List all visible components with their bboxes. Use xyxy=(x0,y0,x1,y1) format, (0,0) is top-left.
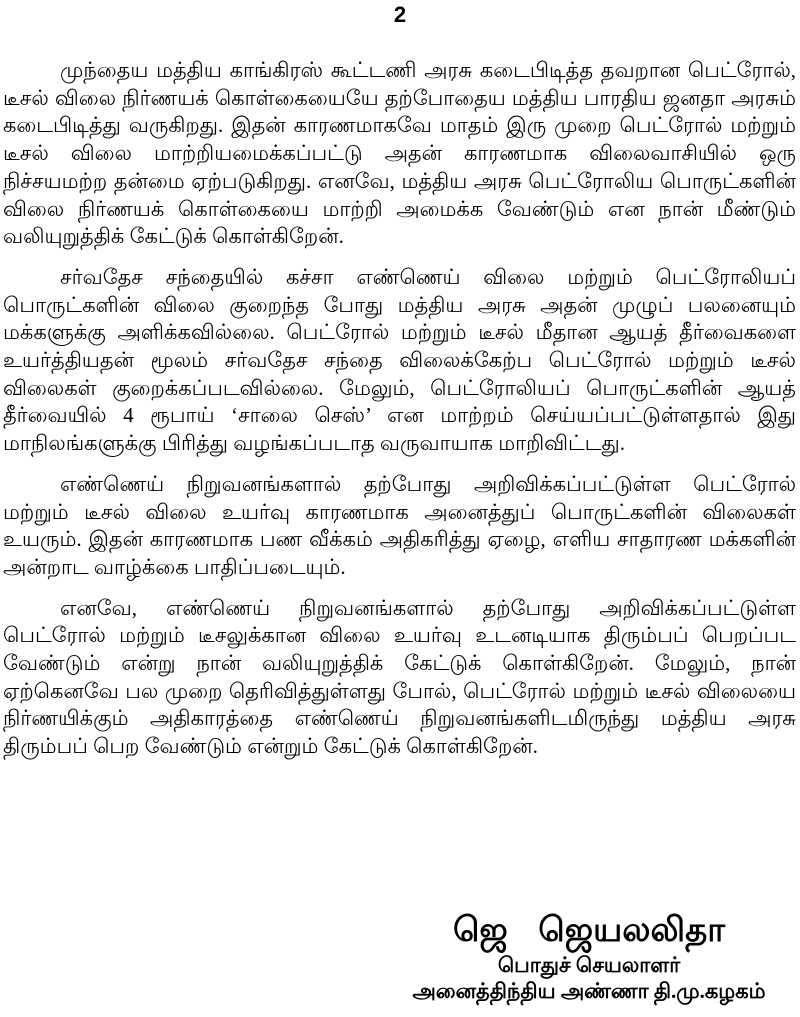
paragraph: முந்தைய மத்திய காங்கிரஸ் கூட்டணி அரசு கடைபிடித்த தவறான பெட்ரோல், டீசல் விலை நிர்ணயக் கொள்கையையே தற்போதைய மத்திய பாரதிய ஜனதா அரசும் கடைபிடித்து வருகிறது. இதன் காரணமாகவே மாதம் இரு முறை பெட்ரோல் மற்றும் டீசல் விலை மாற்றியமைக்கப்பட்டு அதன் காரணமாக விலைவாசியில் ஒரு நிச்சயமற்ற தன்மை ஏற்படுகிறது. எனவே, மத்திய அரசு பெட்ரோலிய பொருட்களின் விலை நிர்ணயக் கொள்கையை மாற்றி அமைக்க வேண்டும் என நான் மீண்டும் வலியுறுத்திக் கேட்டுக் கொள்கிறேன். xyxy=(3,58,796,249)
document-body xyxy=(0,27,800,761)
paragraph: எனவே, எண்ணெய் நிறுவனங்களால் தற்போது அறிவிக்கப்பட்டுள்ள பெட்ரோல் மற்றும் டீசலுக்கான விலை உயர்வு உடனடியாக திரும்பப் பெறப்பட வேண்டும் என்று நான் வலியுறுத்திக் கேட்டுக் கொள்கிறேன். மேலும், நான் ஏற்கெனவே பல முறை தெரிவித்துள்ளது போல், பெட்ரோல் மற்றும் டீசல் விலையை நிர்ணயிக்கும் அதிகாரத்தை எண்ணெய் நிறுவனங்களிடமிருந்து மத்திய அரசு திரும்பப் பெற வேண்டும் என்றும் கேட்டுக் கொள்கிறேன். xyxy=(3,595,796,759)
page-number: 2 xyxy=(393,2,407,27)
signature-block xyxy=(398,910,780,1004)
paragraph: எண்ணெய் நிறுவனங்களால் தற்போது அறிவிக்கப்பட்டுள்ள பெட்ரோல் மற்றும் டீசல் விலை உயர்வு காரணமாக அனைத்துப் பொருட்களின் விலைகள் உயரும். இதன் காரணமாக பண வீக்கம் அதிகரித்து ஏழை, எளிய சாதாரண மக்களின் அன்றாட வாழ்க்கை பாதிப்படையும். xyxy=(3,471,796,579)
signatory-organization: அனைத்திந்திய அண்ணா தி.மு.கழகம் xyxy=(412,979,766,1003)
paragraph: சர்வதேச சந்தையில் கச்சா எண்ணெய் விலை மற்றும் பெட்ரோலியப் பொருட்களின் விலை குறைந்த போது மத்திய அரசு அதன் முழுப் பலனையும் மக்களுக்கு அளிக்கவில்லை. பெட்ரோல் மற்றும் டீசல் மீதான ஆயத் தீர்வைகளை உயர்த்தியதன் மூலம் சர்வதேச சந்தை விலைக்கேற்ப பெட்ரோல் மற்றும் டீசல் விலைகள் குறைக்கப்படவில்லை. மேலும், பெட்ரோலியப் பொருட்களின் ஆயத் தீர்வையில் 4 ரூபாய் ‘சாலை செஸ்’ என மாற்றம் செய்யப்பட்டுள்ளதால் இது மாநிலங்களுக்கு பிரித்து வழங்கப்படாத வருவாயாக மாறிவிட்டது. xyxy=(3,264,796,456)
signatory-name: ஜெ ஜெயலலிதா xyxy=(452,912,726,949)
signatory-title: பொதுச் செயலாளர் xyxy=(497,953,681,977)
